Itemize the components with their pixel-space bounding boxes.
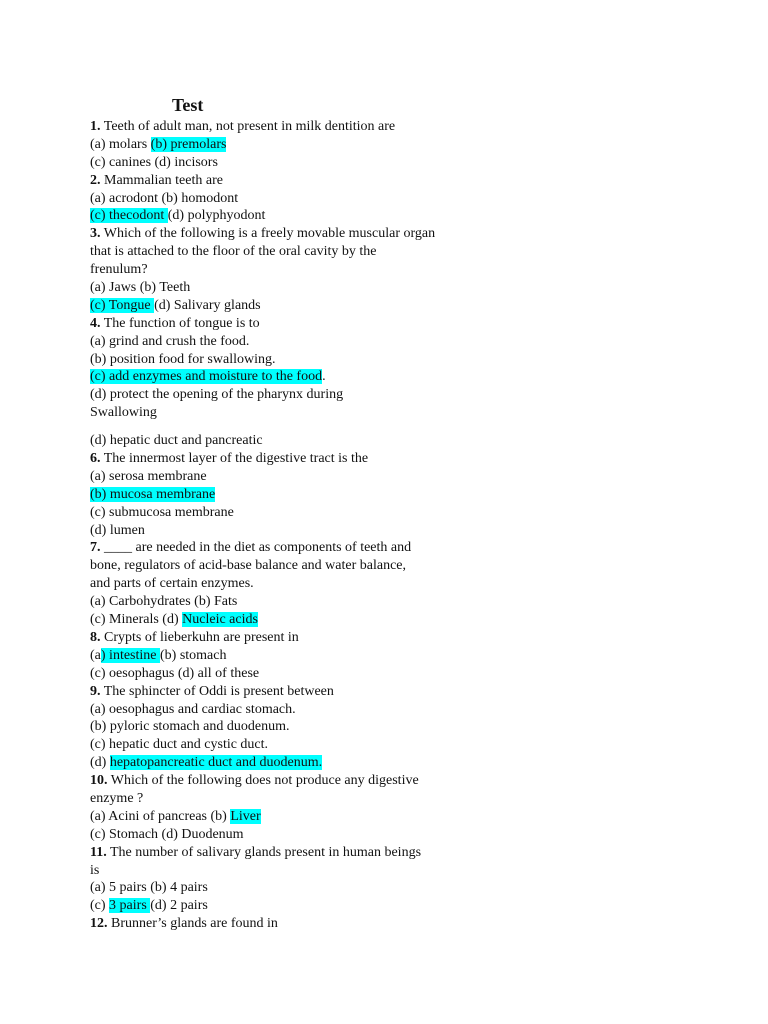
line-text: that is attached to the floor of the oral cavity by the [90,244,377,260]
text-line [90,486,435,504]
text-line [90,225,435,243]
text-line [90,593,435,611]
line-text: (a [90,647,101,663]
line-text: Brunner’s glands are found in [107,916,278,932]
text-line [90,504,435,522]
line-text: enzyme ? [90,790,144,806]
highlighted-answer: (b) premolars [150,136,227,152]
text-line [90,468,435,486]
line-text: (d) protect the opening of the pharynx during [90,387,344,403]
text-line [90,665,435,683]
line-text: The innermost layer of the digestive tract is the [100,451,369,467]
line-text: (d) polyphyodont [167,208,266,224]
text-line [90,897,435,915]
question-number: 1. [90,119,101,134]
question-number: 2. [90,172,101,188]
highlighted-answer: hepatopancreatic duct and duodenum. [109,755,323,771]
text-line [90,879,435,897]
line-text: (a) oesophagus and cardiac stomach. [90,701,296,717]
line-text: (c) Stomach (d) Duodenum [90,826,244,842]
text-line [90,647,435,665]
question-number: 10. [90,773,108,789]
question-number: 9. [90,683,101,699]
text-line [90,808,435,826]
question-number: 4. [90,315,101,331]
question-number: 8. [90,629,101,645]
question-number: 6. [90,451,101,467]
line-text: Teeth of adult man, not present in milk dentition are [100,119,396,134]
text-line [90,261,435,279]
text-line [90,404,435,422]
line-text: The number of salivary glands present in human beings [106,844,422,860]
highlighted-answer: (c) Tongue [90,297,155,313]
text-line [90,701,435,719]
line-text: Crypts of lieberkuhn are present in [100,629,299,645]
text-line [90,915,435,933]
line-text: (d) Salivary glands [154,297,261,313]
line-text: Which of the following does not produce any digestive [107,773,419,789]
text-line [90,575,435,593]
line-text: The function of tongue is to [100,315,260,331]
line-text: (c) oesophagus (d) all of these [90,665,260,681]
text-line [90,118,435,136]
text-line [90,557,435,575]
line-text: (c) canines (d) incisors [90,154,218,170]
question-number: 3. [90,226,101,242]
text-line [90,611,435,629]
line-text: Which of the following is a freely movable muscular organ [100,226,436,242]
text-line [90,432,435,450]
text-line [90,279,435,297]
line-text: (a) serosa membrane [90,468,207,484]
line-text: (d) [90,755,110,771]
text-line [90,790,435,808]
line-text: (a) Jaws (b) Teeth [90,280,191,296]
question-number: 12. [90,916,108,932]
line-text: ____ are needed in the diet as components of teeth and [100,540,412,556]
line-text: (c) submucosa membrane [90,504,234,520]
line-text: (a) Carbohydrates (b) Fats [90,594,238,610]
text-line [90,772,435,790]
page-title: Test [172,95,204,115]
text-line [90,629,435,647]
highlighted-answer: ) intestine [100,647,160,663]
line-text: (d) hepatic duct and pancreatic [90,433,263,449]
highlighted-answer: Liver [230,808,261,824]
line-text: (c) hepatic duct and cystic duct. [90,737,269,753]
line-text: Mammalian teeth are [100,172,223,188]
text-line [90,243,435,261]
text-line [90,386,435,404]
text-line [90,315,435,333]
highlighted-answer: (b) mucosa membrane [90,486,216,502]
text-line [90,450,435,468]
line-text: The sphincter of Oddi is present between [100,683,334,699]
text-line [90,862,435,880]
text-line [90,736,435,754]
highlighted-answer: (c) add enzymes and moisture to the food [90,369,323,385]
text-line [90,539,435,557]
line-text: (a) grind and crush the food. [90,333,250,349]
line-text: (d) 2 pairs [150,898,208,914]
text-line [90,754,435,772]
line-text: (d) lumen [90,522,145,538]
text-line [90,207,435,225]
text-line [90,136,435,154]
text-line [90,351,435,369]
line-text: (b) pyloric stomach and duodenum. [90,719,290,735]
line-gap [90,422,435,432]
line-text: (c) Minerals (d) [90,612,183,628]
highlighted-answer: Nucleic acids [182,612,258,628]
question-list [90,118,435,933]
text-line [90,368,435,386]
line-text: (b) position food for swallowing. [90,351,276,367]
line-text: is [90,862,100,878]
line-text: (c) [90,898,110,914]
text-line [90,683,435,701]
line-text: (a) 5 pairs (b) 4 pairs [90,880,208,896]
text-line [90,172,435,190]
question-number: 11. [90,844,107,860]
highlighted-answer: 3 pairs [109,898,151,914]
text-line [90,718,435,736]
text-line [90,844,435,862]
text-line [90,826,435,844]
line-text: and parts of certain enzymes. [90,576,254,592]
text-line [90,190,435,208]
line-text: (a) Acini of pancreas (b) [90,808,231,824]
line-text: bone, regulators of acid-base balance and water balance, [90,558,407,574]
line-text: frenulum? [90,262,148,278]
text-line [90,154,435,172]
line-text: . [322,369,326,385]
highlighted-answer: (c) thecodont [90,208,168,224]
text-line [90,522,435,540]
text-line [90,333,435,351]
line-text: (b) stomach [160,647,227,663]
text-line [90,297,435,315]
question-number: 7. [90,540,101,556]
line-text: (a) acrodont (b) homodont [90,190,239,206]
line-text: Swallowing [90,405,157,421]
line-text: (a) molars [90,136,151,152]
